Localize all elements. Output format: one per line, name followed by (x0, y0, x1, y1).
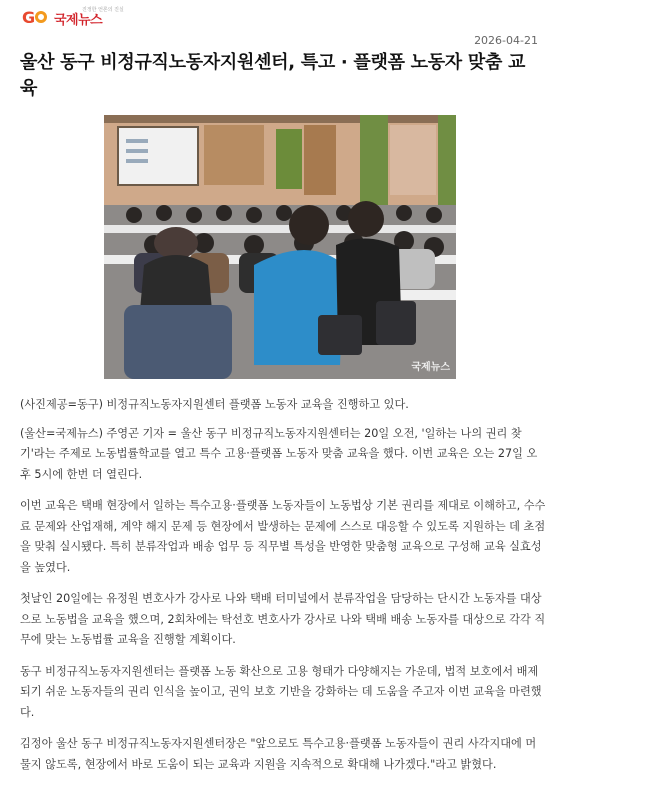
article-paragraph: 동구 비정규직노동자지원센터는 플랫폼 노동 확산으로 고용 형태가 다양해지는 가운데, 법적 보호에서 배제되기 쉬운 노동자들의 권리 인식을 높이고, 권익 보호 기반을 강화하는 데 도움을 주고자 이번 교육을 마련했다. (20, 664, 542, 719)
article-paragraph: 이번 교육은 택배 현장에서 일하는 특수고용·플랫폼 노동자들이 노동법상 기본 권리를 제대로 이해하고, 수수료 문제와 산업재해, 계약 해지 문제 등 현장에서 발생하는 문제에 스스로 대응할 수 있도록 지원하는 데 초점을 맞춰 실시됐다. 특히 분류작업과 배송 업무 등 직무별 특성을 반영한 맞춤형 교육으로 구성해 교육 실효성을 높였다. (20, 499, 546, 574)
photo-caption: (사진제공=동구) 비정규직노동자지원센터 플랫폼 노동자 교육을 진행하고 있다. (20, 398, 409, 411)
photo-watermark: 국제뉴스 (411, 362, 450, 373)
logo-text: 국제뉴스 (54, 12, 103, 28)
logo-tagline: 진정한 언론의 진실 (82, 7, 124, 13)
article-date: 2026-04-21 (474, 34, 538, 47)
article-title: 울산 동구 비정규직노동자지원센터, 특고 · 플랫폼 노동자 맞춤 교육 (20, 52, 526, 99)
article-body (20, 395, 546, 786)
article-paragraph: (울산=국제뉴스) 주영곤 기자 = 울산 동구 비정규직노동자지원센터는 20일 오전, '일하는 나의 권리 찾기'라는 주제로 노동법률학교를 열고 특수 고용·플랫폼 노동자 맞춤 교육을 했다. 이번 교육은 오는 27일 오후 5시에 한번 더 열린다. (20, 426, 538, 481)
logo-icon: G (22, 9, 52, 27)
article-paragraph: 첫날인 20일에는 유정원 변호사가 강사로 나와 택배 터미널에서 분류작업을 담당하는 단시간 노동자를 대상으로 노동법을 교육을 했으며, 2회차에는 탁선호 변호사가 강사로 나와 택배 배송 노동자를 대상으로 각각 직무에 맞는 노동법률 교육을 진행할 계획이다. (20, 592, 546, 646)
article-paragraph: 김정아 울산 동구 비정규직노동자지원센터장은 "앞으로도 특수고용·플랫폼 노동자들이 권리 사각지대에 머물지 않도록, 현장에서 바로 도움이 되는 교육과 지원을 지속적으로 확대해 나가겠다."라고 밝혔다. (20, 737, 537, 771)
article-photo (104, 115, 456, 379)
site-logo[interactable] (22, 7, 124, 28)
